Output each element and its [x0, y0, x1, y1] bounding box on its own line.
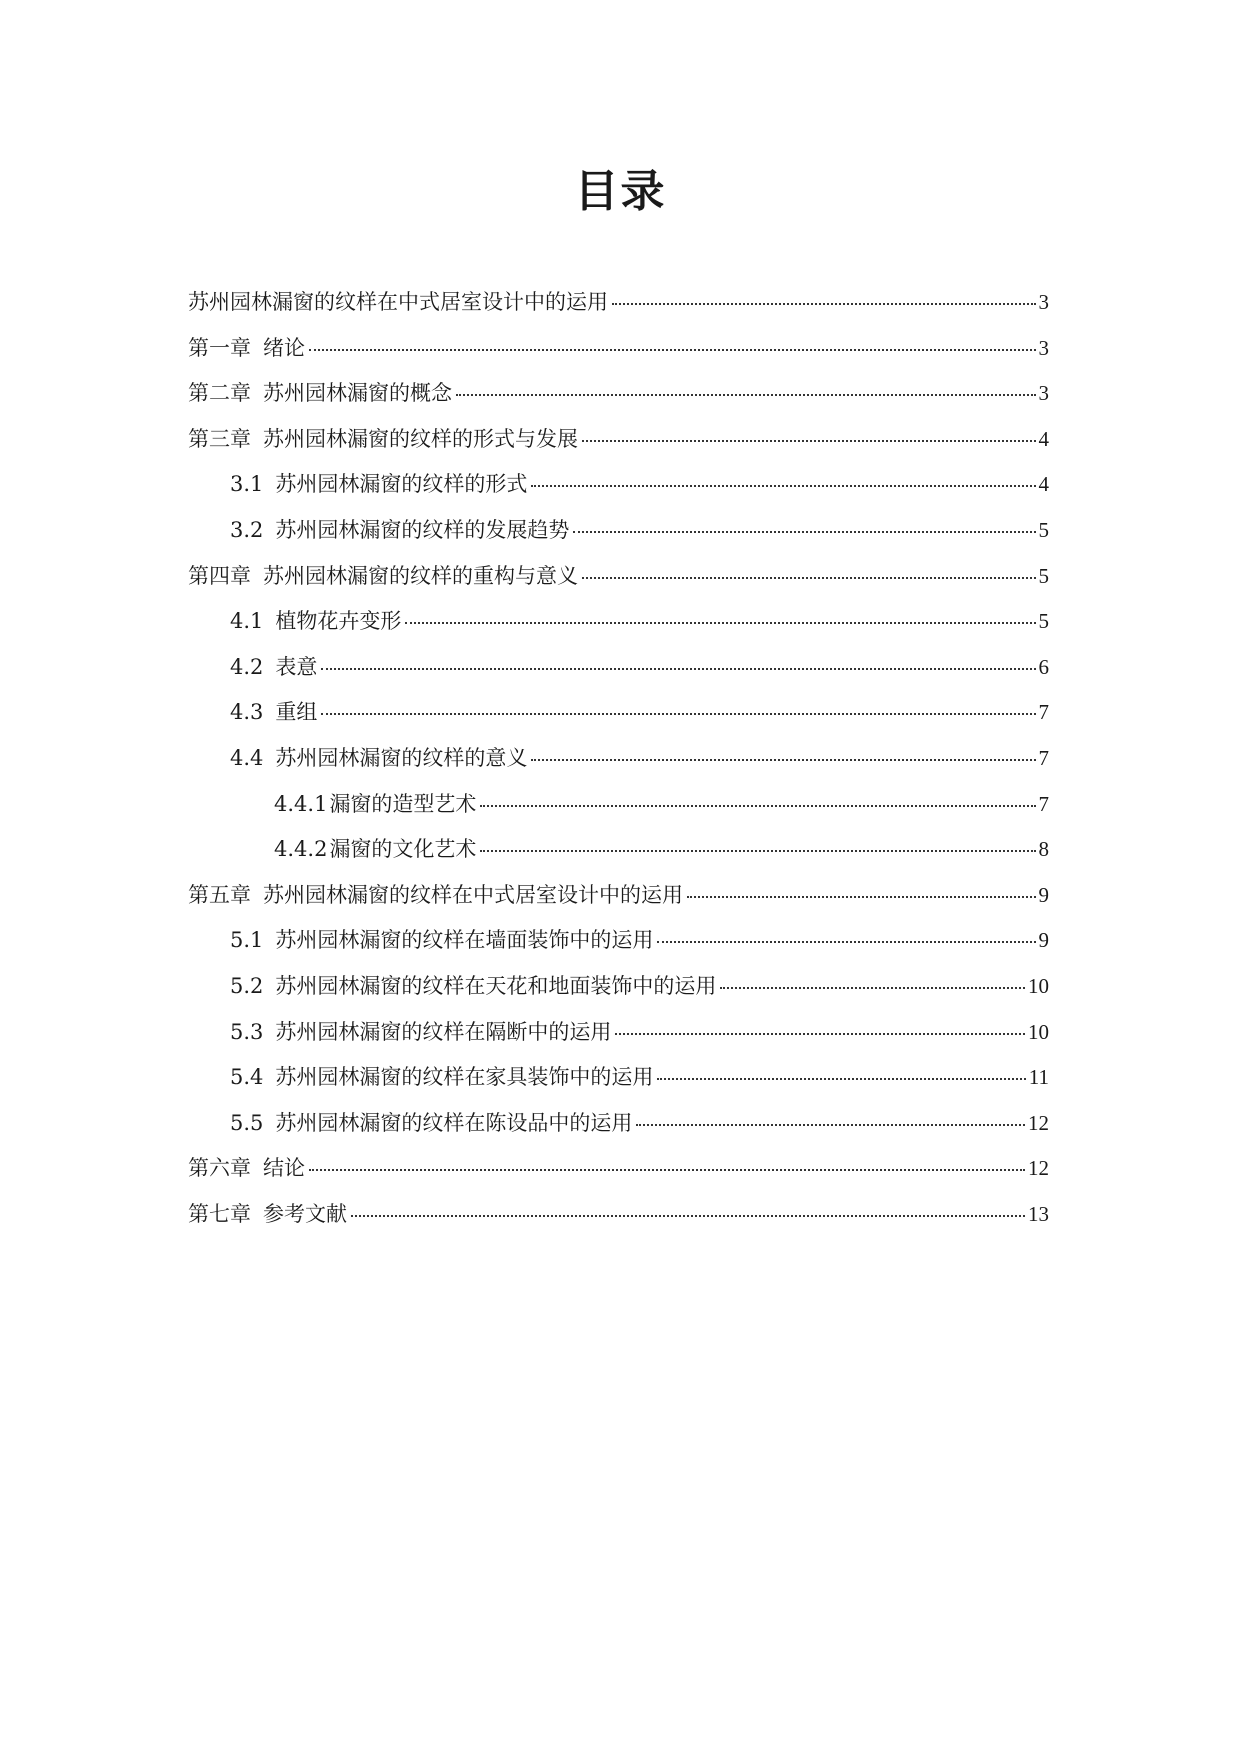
toc-entry-title: 苏州园林漏窗的概念 — [263, 381, 452, 406]
dot-leader — [405, 622, 1035, 624]
toc-entry-number: 5.3 — [230, 1019, 264, 1044]
toc-entry-page-number: 3 — [1038, 290, 1049, 314]
toc-entry-page-number: 3 — [1038, 335, 1049, 360]
dot-leader — [531, 485, 1035, 487]
toc-entry-title: 参考文献 — [263, 1201, 347, 1226]
toc-entry-title: 绪论 — [263, 335, 305, 360]
toc-entry-title: 苏州园林漏窗的纹样的重构与意义 — [263, 563, 578, 588]
dot-leader — [480, 850, 1035, 852]
toc-entry[interactable] — [188, 1153, 1049, 1199]
toc-entry-page-number: 5 — [1038, 563, 1049, 588]
table-of-contents — [188, 287, 1049, 1244]
dot-leader — [309, 1169, 1025, 1171]
toc-entry-page-number: 4 — [1038, 472, 1049, 497]
toc-entry[interactable] — [188, 652, 1049, 698]
toc-entry-title: 苏州园林漏窗的纹样在家具装饰中的运用 — [275, 1065, 654, 1090]
toc-entry-number: 3.1 — [230, 472, 264, 497]
dot-leader — [687, 896, 1036, 898]
dot-leader — [582, 577, 1036, 579]
toc-entry[interactable] — [188, 971, 1049, 1017]
dot-leader — [456, 394, 1036, 396]
toc-entry[interactable] — [188, 880, 1049, 926]
dot-leader — [615, 1033, 1025, 1035]
toc-entry[interactable] — [188, 333, 1049, 379]
toc-entry-number: 4.4 — [230, 745, 264, 770]
toc-entry-page-number: 8 — [1038, 837, 1049, 862]
toc-entry-page-number: 5 — [1038, 609, 1049, 634]
dot-leader — [321, 713, 1035, 715]
toc-entry-number: 第七章 — [188, 1201, 251, 1226]
toc-entry[interactable] — [188, 1017, 1049, 1063]
toc-entry-title: 苏州园林漏窗的纹样在墙面装饰中的运用 — [275, 928, 654, 953]
page-title: 目录 — [574, 166, 667, 217]
toc-entry[interactable] — [188, 743, 1049, 789]
toc-entry-number: 第一章 — [188, 335, 251, 360]
toc-entry-number: 4.2 — [230, 654, 264, 679]
toc-entry-number: 第二章 — [188, 381, 251, 406]
toc-entry-title: 苏州园林漏窗的纹样在中式居室设计中的运用 — [188, 290, 608, 314]
toc-entry-number: 第五章 — [188, 882, 251, 907]
dot-leader — [321, 668, 1035, 670]
toc-entry[interactable] — [188, 789, 1049, 835]
toc-entry-title: 苏州园林漏窗的纹样在陈设品中的运用 — [275, 1110, 633, 1135]
dot-leader — [309, 349, 1036, 351]
toc-entry[interactable] — [188, 925, 1049, 971]
toc-entry-title: 苏州园林漏窗的纹样的发展趋势 — [275, 517, 570, 542]
dot-leader — [657, 941, 1035, 943]
toc-entry[interactable] — [188, 606, 1049, 652]
toc-entry-page-number: 7 — [1038, 791, 1049, 816]
toc-entry-title: 苏州园林漏窗的纹样在天花和地面装饰中的运用 — [275, 973, 717, 998]
toc-entry-title: 苏州园林漏窗的纹样的意义 — [275, 745, 528, 770]
toc-entry-page-number: 3 — [1038, 381, 1049, 406]
toc-entry-number: 4.3 — [230, 700, 264, 725]
toc-entry-number: 4.4.2 — [274, 837, 328, 862]
dot-leader — [351, 1215, 1025, 1217]
toc-entry[interactable] — [188, 469, 1049, 515]
toc-entry[interactable] — [188, 424, 1049, 470]
dot-leader — [531, 759, 1035, 761]
dot-leader — [573, 531, 1035, 533]
toc-entry[interactable] — [188, 561, 1049, 607]
toc-entry-page-number: 13 — [1028, 1201, 1049, 1226]
toc-entry-page-number: 12 — [1028, 1110, 1049, 1135]
toc-entry-title: 重组 — [275, 700, 318, 725]
toc-entry-page-number: 7 — [1038, 700, 1049, 725]
toc-entry-title: 表意 — [275, 654, 318, 679]
dot-leader — [612, 303, 1036, 305]
toc-entry[interactable] — [188, 697, 1049, 743]
toc-entry-number: 第六章 — [188, 1156, 251, 1181]
toc-entry[interactable] — [188, 378, 1049, 424]
toc-entry-number: 5.2 — [230, 973, 264, 998]
toc-entry-page-number: 5 — [1038, 517, 1049, 542]
toc-entry-number: 5.1 — [230, 928, 264, 953]
toc-entry-page-number: 9 — [1038, 928, 1049, 953]
toc-entry-page-number: 12 — [1028, 1156, 1049, 1181]
toc-entry-title: 苏州园林漏窗的纹样在隔断中的运用 — [275, 1019, 612, 1044]
toc-entry-title: 漏窗的文化艺术 — [329, 837, 477, 862]
toc-entry-number: 5.5 — [230, 1110, 264, 1135]
toc-entry-page-number: 10 — [1028, 1019, 1049, 1044]
toc-entry-number: 4.1 — [230, 609, 264, 634]
toc-entry-number: 第三章 — [188, 426, 251, 451]
toc-entry[interactable] — [188, 1199, 1049, 1245]
toc-entry-title: 结论 — [263, 1156, 305, 1181]
toc-entry-title: 苏州园林漏窗的纹样的形式 — [275, 472, 528, 497]
toc-entry-title: 苏州园林漏窗的纹样在中式居室设计中的运用 — [263, 882, 683, 907]
dot-leader — [636, 1124, 1025, 1126]
toc-entry-page-number: 6 — [1038, 654, 1049, 679]
toc-entry-page-number: 9 — [1038, 882, 1049, 907]
toc-entry-number: 3.2 — [230, 517, 264, 542]
dot-leader — [480, 805, 1035, 807]
toc-entry-page-number: 7 — [1038, 745, 1049, 770]
toc-entry-page-number: 4 — [1038, 426, 1049, 451]
dot-leader — [582, 440, 1036, 442]
dot-leader — [657, 1078, 1025, 1080]
toc-entry[interactable] — [188, 515, 1049, 561]
toc-entry-number: 4.4.1 — [274, 791, 328, 816]
toc-entry-page-number: 10 — [1028, 973, 1049, 998]
toc-entry-number: 第四章 — [188, 563, 251, 588]
toc-entry-title: 苏州园林漏窗的纹样的形式与发展 — [263, 426, 578, 451]
toc-entry[interactable] — [188, 834, 1049, 880]
toc-entry-title: 植物花卉变形 — [275, 609, 402, 634]
toc-entry-number: 5.4 — [230, 1065, 264, 1090]
toc-entry[interactable] — [188, 1108, 1049, 1154]
toc-entry[interactable] — [188, 287, 1049, 333]
toc-entry[interactable] — [188, 1062, 1049, 1108]
toc-entry-title: 漏窗的造型艺术 — [329, 791, 477, 816]
toc-entry-page-number: 11 — [1028, 1065, 1049, 1090]
dot-leader — [720, 987, 1025, 989]
